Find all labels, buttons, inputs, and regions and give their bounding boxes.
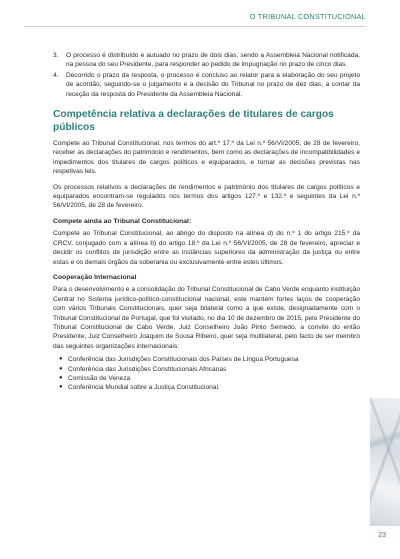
organization-name: Conferência das Jurisdições Constitucionais Africanas (68, 365, 227, 373)
subheading-compete: Compete ainda ao Tribunal Constitucional: (53, 217, 192, 225)
step-number: 4. (53, 71, 59, 79)
step-number: 3. (53, 52, 59, 59)
step-text: O processo é distribuído e autuado no prazo de dois dias, sendo a Assembleia Nacional notificada, na pessoa do seu Presidente, para responder ao pedido de impugnação no prazo de cinco dias. (66, 52, 360, 69)
bullet-icon: ● (59, 356, 63, 363)
organizations-list (53, 355, 360, 393)
paragraph: Os processos relativos a declarações de rendimentos e património dos titulares de cargos políticos e equiparados encontram-se regulados nos termos dos artigos 127.º e 132.º e seguintes da Lei n.º 56/VI/2005, de 28 de fevereiro. (53, 183, 360, 210)
list-item (59, 383, 360, 392)
page-number: 23 (378, 532, 386, 539)
list-item (59, 365, 360, 374)
subheading-cooperacao: Cooperação Internacional (53, 273, 137, 281)
step-text: Decorrido o prazo da resposta, o processo é concluso ao relator para a elaboração do seu projeto de acórdão, seguindo-se o julgamento e a decisão do Tribunal no prazo de dez dias, a contar da receção da resposta do Presidente da Assembleia Nacional. (66, 71, 360, 98)
bullet-icon: ● (59, 374, 63, 381)
list-item (59, 374, 360, 383)
procedure-steps-list (53, 51, 360, 99)
page-body (53, 51, 360, 393)
marble-texture-decoration (370, 398, 400, 526)
section-heading: Competência relativa a declarações de titulares de cargos públicos (53, 109, 334, 134)
bullet-icon: ● (59, 365, 63, 372)
organization-name: Conferência Mundial sobre a Justiça Constitucional. (68, 384, 220, 392)
paragraph: Compete ao Tribunal Constitucional, nos termos do art.º 17.º da Lei n.º 56/VI/2005, de 28 de fevereiro, receber as declarações do património e rendimentos, bem como as declarações de incompatibilidades e impedimentos dos titulares de cargos políticos e equiparados, e tornar as decisões previstas nas respetivas leis. (53, 140, 360, 176)
running-header-title: O TRIBUNAL CONSTITUCIONAL (249, 12, 366, 21)
organization-name: Comissão de Veneza (68, 374, 131, 382)
paragraph: Compete ao Tribunal Constitucional, ao abrigo do disposto na alínea d) do n.º 1 do artigo 215.º da CRCV, conjugado com a alínea b) do artigo 18.º da Lei n.º 56/VI/2005, de 28 de fevereiro, apreciar e decidir os conflitos de jurisdição entre as instâncias superiores da administração da justiça ou entre estas e os demais órgãos da soberania ou exclusivamente entre estes últimos. (53, 230, 360, 266)
header-divider (24, 26, 366, 27)
paragraph: Para o desenvolvimento e a consolidação do Tribunal Constitucional de Cabo Verde enquanto instituição Central no Sistema jurídico-político-constitucional nacional, este mantém fortes laços de cooperação com vários Tribunais Constitucionais, quer seja bilateral como a que existe, designadamente com o Tribunal Constitucional de Portugal, que foi visitado, no dia 10 de dezembro de 2015, pelo Presidente do Tribunal Constitucional de Cabo Verde, Juiz Conselheiro João Pinto Semedo, a convite do então Presidente, Juiz Conselheiro Joaquim de Sousa Ribeiro, quer seja multilateral, pelo facto de ser membro das seguintes organizações internacionais: (53, 286, 360, 350)
bullet-icon: ● (59, 384, 63, 391)
list-item (53, 51, 360, 70)
list-item (53, 71, 360, 99)
organization-name: Conferência das Jurisdições Constitucionais dos Países de Língua Portuguesa (68, 356, 299, 364)
list-item (59, 355, 360, 364)
